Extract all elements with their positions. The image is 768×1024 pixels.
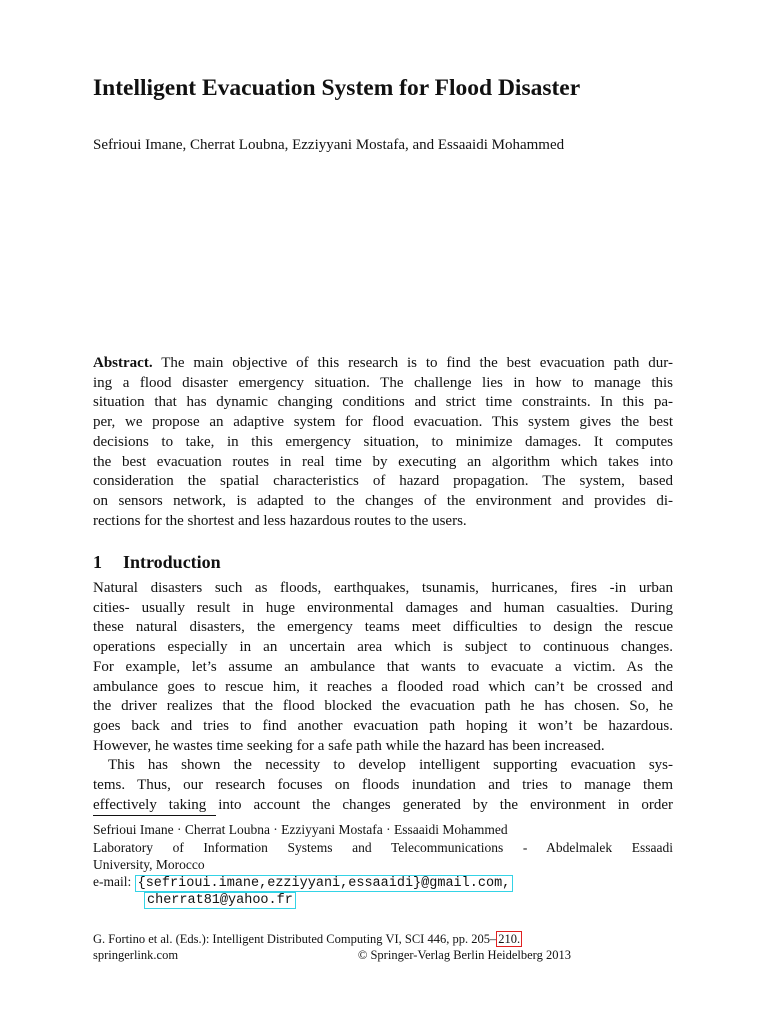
abstract-line: per, we propose an adaptive system for flood evacuation. This system gives the best	[93, 414, 673, 431]
body-line: tems. Thus, our research focuses on floods inundation and tries to manage them	[93, 777, 673, 794]
abstract-label: Abstract.	[93, 355, 153, 371]
abstract-line: consideration the spatial characteristics of hazard propagation. The system, based	[93, 473, 673, 490]
body-line: cities- usually result in huge environmental damages and human casualties. During	[93, 599, 673, 616]
footnote-authors: Sefrioui Imane · Cherrat Loubna · Ezziyyani Mostafa · Essaaidi Mohammed	[93, 822, 508, 837]
citation-footer	[93, 931, 571, 963]
citation-line	[93, 947, 571, 963]
end-page-link[interactable]: 210.	[498, 932, 521, 946]
footnote-affiliation-line: Laboratory of Information Systems and Telecommunications - Abdelmalek Essaadi	[93, 839, 673, 855]
abstract-line: the best evacuation routes in real time by executing an algorithm which takes into	[93, 453, 673, 470]
body-line: Natural disasters such as floods, earthquakes, tsunamis, hurricanes, fires -in urban	[93, 580, 673, 596]
body-line: This has shown the necessity to develop intelligent supporting evacuation sys-	[108, 757, 673, 774]
abstract-line: on sensors network, is adapted to the changes of the environment and provides di-	[93, 492, 673, 509]
footnote-affiliation-line: University, Morocco	[93, 857, 205, 872]
abstract-line: decisions to take, in this emergency situation, to minimize damages. It computes	[93, 433, 673, 450]
body-line: ambulance goes to rescue him, it reaches a flooded road which can’t be crossed and	[93, 678, 673, 695]
email-row	[144, 890, 296, 910]
body-line: these natural disasters, the emergency teams meet difficulties to design the rescue	[93, 619, 673, 636]
body-line: effectively taking into account the changes generated by the environment in order	[93, 796, 673, 813]
email-label: e-mail:	[93, 874, 132, 889]
body-line: For example, let’s assume an ambulance that wants to evacuate a victim. As the	[93, 658, 673, 675]
paper-title: Intelligent Evacuation System for Flood Disaster	[93, 75, 581, 101]
body-line: However, he wastes time seeking for a safe path while the hazard has been increased.	[93, 737, 605, 754]
body-line: goes back and tries to find another evacuation path hoping it won’t be hazardous.	[93, 717, 673, 734]
author-list: Sefrioui Imane, Cherrat Loubna, Ezziyyani Mostafa, and Essaaidi Mohammed	[93, 137, 565, 153]
abstract-line: rections for the shortest and less hazardous routes to the users.	[93, 512, 467, 529]
body-line: the driver realizes that the flood blocked the evacuation path he has chosen. So, he	[93, 698, 673, 715]
email-link-gmail[interactable]: {sefrioui.imane,ezziyyani,essaaidi}@gmail.com,	[135, 875, 514, 892]
footnote-affiliation	[93, 821, 673, 874]
citation-line: G. Fortino et al. (Eds.): Intelligent Distributed Computing VI, SCI 446, pp. 205– 210.	[93, 932, 521, 946]
footnote-divider	[93, 815, 216, 816]
abstract	[93, 354, 673, 531]
publisher-site: springerlink.com	[93, 948, 179, 962]
email-link-yahoo[interactable]: cherrat81@yahoo.fr	[144, 892, 296, 909]
abstract-line: Abstract. The main objective of this research is to find the best evacuation path dur-	[93, 355, 673, 371]
body-line: operations especially in an uncertain area which is subject to continuous changes.	[93, 639, 673, 656]
section-title: Introduction	[123, 552, 221, 572]
section-number: 1	[93, 552, 102, 572]
introduction-body	[93, 579, 673, 815]
abstract-line: ing a flood disaster emergency situation. The challenge lies in how to manage this	[93, 374, 673, 391]
section-heading	[93, 549, 221, 575]
abstract-line: situation that has dynamic changing conditions and strict time constraints. In this pa-	[93, 394, 673, 411]
copyright: © Springer-Verlag Berlin Heidelberg 2013	[357, 948, 571, 962]
